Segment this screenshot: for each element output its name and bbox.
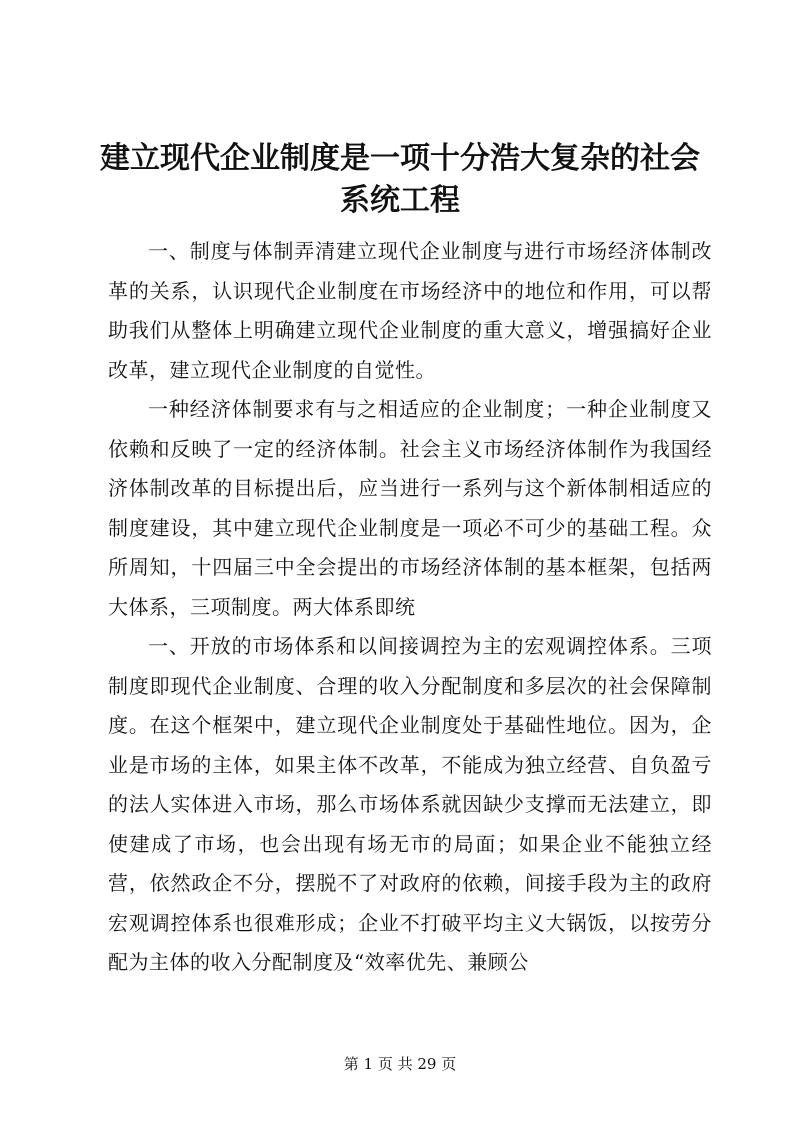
paragraph-2: 一种经济体制要求有与之相适应的企业制度；一种企业制度又依赖和反映了一定的经济体制。社会主义市场经济体制作为我国经济体制改革的目标提出后，应当进行一系列与这个新体制相适应的制度建设，其中建立现代企业制度是一项必不可少的基础工程。众所周知，十四届三中全会提出的市场经济体制的基本框架，包括两大体系，三项制度。两大体系即统 [108,397,712,619]
paragraph-3: 一、开放的市场体系和以间接调控为主的宏观调控体系。三项制度即现代企业制度、合理的收入分配制度和多层次的社会保障制度。在这个框架中，建立现代企业制度处于基础性地位。因为，企业是市场的主体，如果主体不改革，不能成为独立经营、自负盈亏的法人实体进入市场，那么市场体系就因缺少支撑而无法建立，即使建成了市场，也会出现有场无市的局面；如果企业不能独立经营，依然政企不分，摆脱不了对政府的依赖，间接手段为主的政府宏观调控体系也很难形成；企业不打破平均主义大锅饭，以按劳分配为主体的收入分配制度及“效率优先、兼顾公 [108,634,712,974]
title-line-1: 建立现代企业制度是一项十分浩大复杂的社会 [100,141,700,176]
title-line-2: 系统工程 [340,183,460,218]
page-footer: 第 1 页 共 29 页 [343,1055,457,1073]
paragraph-1: 一、制度与体制弄清建立现代企业制度与进行市场经济体制改革的关系，认识现代企业制度在市场经济中的地位和作用，可以帮助我们从整体上明确建立现代企业制度的重大意义，增强搞好企业改革，建立现代企业制度的自觉性。 [108,239,712,382]
document-body [108,232,712,983]
document-title [100,138,700,222]
